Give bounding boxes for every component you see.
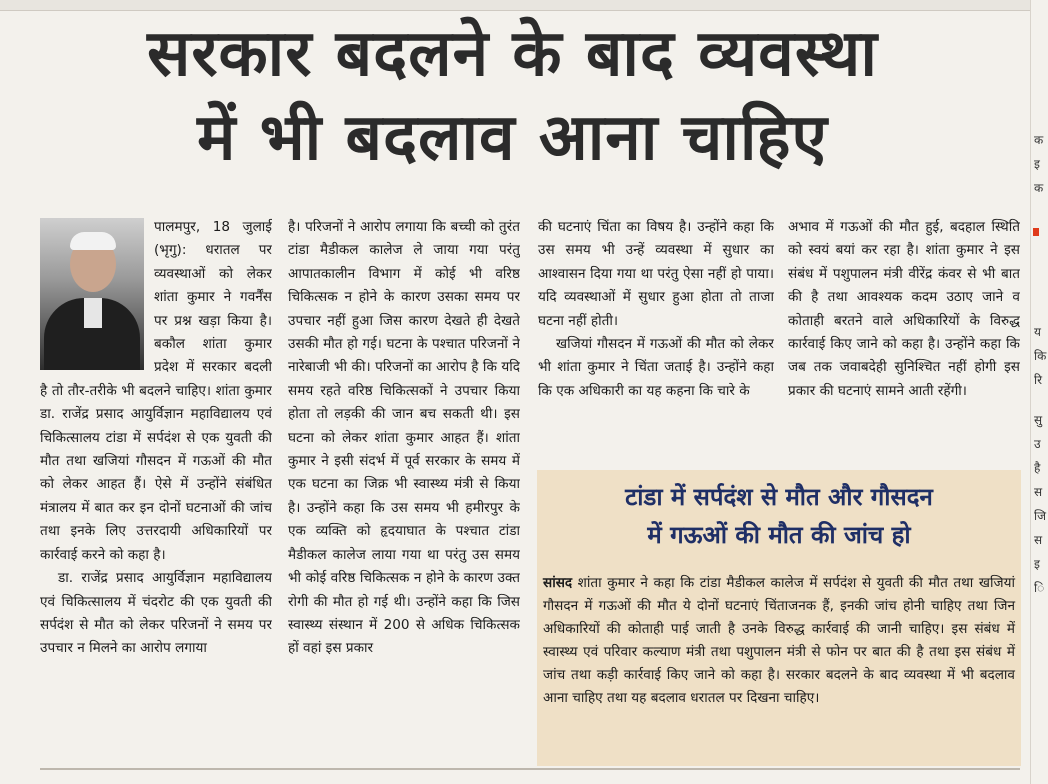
- strip-char: य: [1034, 325, 1041, 339]
- article-paragraph: डा. राजेंद्र प्रसाद आयुर्विज्ञान महाविद्यालय एवं चिकित्सालय में चंदरोट की एक युवती की सर्पदंश से मौत को लेकर परिजनों ने समय पर उपचार न मिलने का आरोप लगाया: [40, 570, 272, 657]
- bottom-rule: [40, 768, 1020, 770]
- highlight-title-line-2: में गऊओं की मौत की जांच हो: [647, 521, 911, 549]
- article-paragraph: है। परिजनों ने आरोप लगाया कि बच्ची को तुरंत टांडा मैडीकल कालेज ले जाया गया परंतु आपातकालीन विभाग में कोई भी वरिष्ठ चिकित्सक न होने के कारण उसका समय पर उपचार नहीं हुआ जिस कारण देखते ही देखते उसकी मौत हो गई। घटना के पश्चात परिजनों ने नारेबाजी भी की। परिजनों का आरोप है कि यदि समय रहते वरिष्ठ चिकित्सकों ने उपचार किया होता तो लड़की की जान बच सकती थी। इस घटना को लेकर शांता कुमार आहत हैं। शांता कुमार ने इसी संदर्भ में पूर्व सरकार के समय में एक घटना का जिक्र भी स्वास्थ्य मंत्री से किया है। उन्होंने कहा कि उस समय भी हमीरपुर के एक व्यक्ति को हृदयाघात के पश्चात टांडा मैडीकल कालेज लाया गया था परंतु उस समय भी कोई वरिष्ठ चिकित्सक न होने के कारण उक्त रोगी की मौत हो गई थी। उन्होंने कहा कि जिस स्वास्थ्य संस्थान में 200 से अधिक चिकित्सक हों वहां इस प्रकार: [288, 219, 520, 657]
- headline-line-1: सरकार बदलने के बाद व्यवस्था: [147, 17, 878, 91]
- strip-char: कि: [1034, 349, 1047, 363]
- highlight-lead-word: सांसद: [543, 575, 573, 591]
- article-column-2: [288, 216, 520, 762]
- red-marker: [1033, 228, 1039, 236]
- article-paragraph: अभाव में गऊओं की मौत हुई, बदहाल स्थिति को स्वयं बयां कर रहा है। शांता कुमार ने इस संबंध में पशुपालन मंत्री वीरेंद्र कंवर से भी बात की है तथा आवश्यक कदम उठाए जाने व कोताही बरतने वाले अधिकारियों के विरुद्ध कार्रवाई किए जाने को कहा है। उन्होंने कहा कि जब तक जवाबदेही सुनिश्चित नहीं होगी इस प्रकार की घटनाएं सामने आती रहेंगी।: [788, 219, 1020, 399]
- strip-char: सु: [1034, 413, 1043, 427]
- highlight-box-title: [537, 470, 1021, 554]
- highlight-body-text: शांता कुमार ने कहा कि टांडा मैडीकल कालेज में सर्पदंश से युवती की मौत तथा खजियां गौसदन में गऊओं की मौत ये दोनों घटनाएं चिंताजनक हैं, इनकी जांच होनी चाहिए तथा जिन अधिकारियों की कोताही पाई जाती है उनके विरुद्ध कार्रवाई की जानी चाहिए। इस संबंध में स्वास्थ्य एवं परिवार कल्याण मंत्री तथा पशुपालन मंत्री से फोन पर बात की है तथा इस संबंध में जांच तथा कड़ी कार्रवाई किए जाने को कहा है। सरकार बदलने के बाद व्यवस्था में भी बदलाव आना चाहिए तथा यह बदलाव धरातल पर दिखना चाहिए।: [543, 575, 1015, 706]
- highlight-title-line-1: टांडा में सर्पदंश से मौत और गौसदन: [625, 483, 933, 511]
- strip-char: रि: [1034, 373, 1043, 387]
- portrait-photo: [40, 218, 144, 370]
- strip-char: जि: [1034, 509, 1047, 523]
- article-paragraph: की घटनाएं चिंता का विषय है। उन्होंने कहा कि उस समय भी उन्हें व्यवस्था में सुधार का आश्वासन दिया गया था परंतु ऐसा नहीं हो पाया। यदि व्यवस्थाओं में सुधार हुआ होता तो ताजा घटना नहीं होती।: [538, 219, 774, 329]
- article-paragraph: पालमपुर, 18 जुलाई (भृगु): धरातल पर व्यवस्थाओं को लेकर शांता कुमार ने गवर्नैंस पर प्रश्न खड़ा किया है। बकौल शांता कुमार प्रदेश में सरकार बदली है तो तौर-तरीके भी बदलने चाहिए। शांता कुमार डा. राजेंद्र प्रसाद आयुर्विज्ञान महाविद्यालय एवं चिकित्सालय टांडा में सर्पदंश से एक युवती की मौत तथा खजियां गौसदन में गऊओं की मौत को लेकर आहत हैं। ऐसे में उन्होंने संबंधित मंत्रालय में बात कर इन दोनों घटनाओं की जांच तथा इनके लिए उत्तरदायी अधिकारियों पर कार्रवाई करने को कहा है।: [40, 219, 272, 563]
- strip-char: क: [1034, 133, 1044, 147]
- strip-char: है: [1034, 461, 1041, 475]
- headline: [20, 12, 1005, 180]
- strip-char: इ: [1034, 557, 1040, 571]
- highlight-box-body: [543, 572, 1015, 710]
- headline-line-2: में भी बदलाव आना चाहिए: [197, 101, 828, 175]
- article-column-1: [40, 216, 272, 762]
- strip-char: उ: [1034, 437, 1041, 451]
- adjacent-article-edge: [1030, 0, 1048, 784]
- strip-char: क: [1034, 181, 1044, 195]
- article-column-3: [538, 216, 774, 464]
- article-paragraph: खजियां गौसदन में गऊओं की मौत को लेकर भी शांता कुमार ने चिंता जताई है। उन्होंने कहा कि एक अधिकारी का यह कहना कि चारे के: [538, 336, 774, 399]
- strip-char: स: [1034, 533, 1043, 547]
- article-column-4: [788, 216, 1020, 464]
- top-rule: [0, 0, 1048, 11]
- strip-char: ि: [1034, 581, 1045, 595]
- strip-char: इ: [1034, 157, 1040, 171]
- strip-char: स: [1034, 485, 1043, 499]
- highlight-box: [537, 470, 1021, 766]
